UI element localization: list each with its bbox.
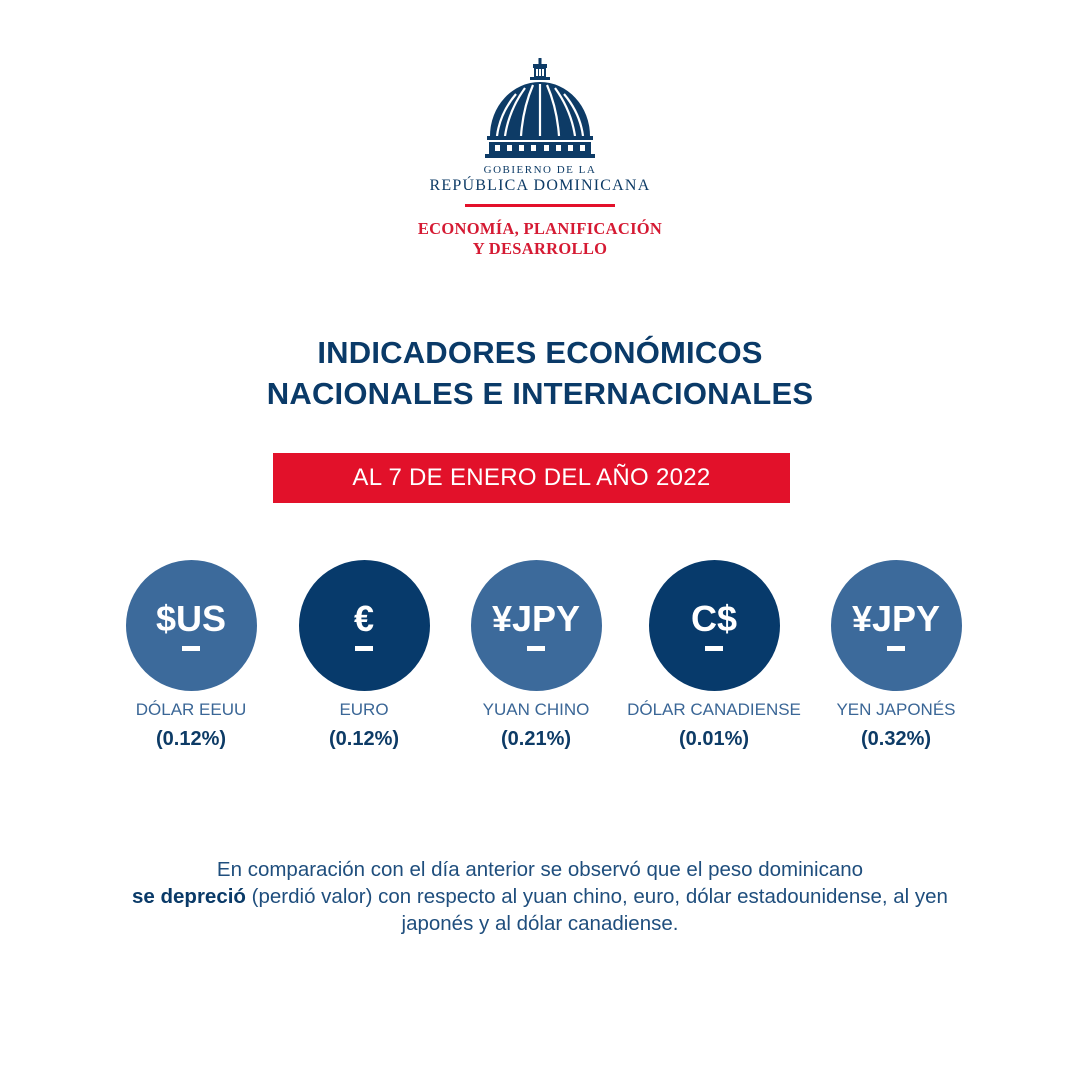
currency-cad bbox=[619, 560, 809, 751]
page-title bbox=[0, 332, 1080, 414]
date-banner: AL 7 DE ENERO DEL AÑO 2022 bbox=[273, 453, 790, 503]
currency-symbol: ¥JPY bbox=[851, 598, 941, 639]
summary-text bbox=[120, 856, 960, 937]
capitol-dome-icon bbox=[485, 58, 595, 158]
ministry-line-2: Y DESARROLLO bbox=[472, 239, 608, 258]
summary-bold: se depreció bbox=[132, 885, 246, 908]
currency-circle bbox=[471, 560, 602, 691]
title-line-1: INDICADORES ECONÓMICOS bbox=[317, 335, 763, 370]
currency-symbol: C$ bbox=[690, 598, 738, 639]
currency-jpy bbox=[801, 560, 991, 751]
currency-cny bbox=[441, 560, 631, 751]
currency-name: YUAN CHINO bbox=[482, 700, 590, 719]
ministry-line-1: ECONOMÍA, PLANIFICACIÓN bbox=[417, 219, 663, 238]
currency-circle bbox=[831, 560, 962, 691]
currency-circle bbox=[649, 560, 780, 691]
no-change-dash-icon bbox=[355, 646, 373, 651]
currency-symbol: € bbox=[353, 598, 375, 639]
logo-divider bbox=[465, 204, 615, 207]
currency-symbol: ¥JPY bbox=[491, 598, 581, 639]
government-logo bbox=[0, 58, 1080, 259]
currency-name: DÓLAR CANADIENSE bbox=[627, 700, 801, 719]
currency-change: (0.12%) bbox=[328, 728, 400, 750]
no-change-dash-icon bbox=[887, 646, 905, 651]
currency-name: EURO bbox=[339, 700, 389, 719]
currency-name: YEN JAPONÉS bbox=[836, 700, 956, 719]
currency-change: (0.12%) bbox=[155, 728, 227, 750]
currency-symbol: $US bbox=[155, 598, 227, 639]
currency-change: (0.01%) bbox=[678, 728, 750, 750]
gov-line-1: GOBIERNO DE LA bbox=[483, 164, 597, 176]
no-change-dash-icon bbox=[705, 646, 723, 651]
currency-change: (0.32%) bbox=[860, 728, 932, 750]
summary-part-2: (perdió valor) con respecto al yuan chino, euro, dólar estadounidense, al yen japonés y al dólar canadiense. bbox=[251, 885, 948, 935]
title-line-2: NACIONALES E INTERNACIONALES bbox=[266, 376, 814, 411]
currency-usd bbox=[96, 560, 286, 751]
currency-eur bbox=[269, 560, 459, 751]
summary-part-1: En comparación con el día anterior se observó que el peso dominicano bbox=[216, 858, 864, 881]
currency-name: DÓLAR EEUU bbox=[135, 700, 247, 719]
currency-change: (0.21%) bbox=[500, 728, 572, 750]
no-change-dash-icon bbox=[527, 646, 545, 651]
no-change-dash-icon bbox=[182, 646, 200, 651]
currency-circle bbox=[126, 560, 257, 691]
ministry-name bbox=[0, 219, 1080, 259]
currency-circle bbox=[299, 560, 430, 691]
gov-line-2: REPÚBLICA DOMINICANA bbox=[429, 177, 651, 194]
